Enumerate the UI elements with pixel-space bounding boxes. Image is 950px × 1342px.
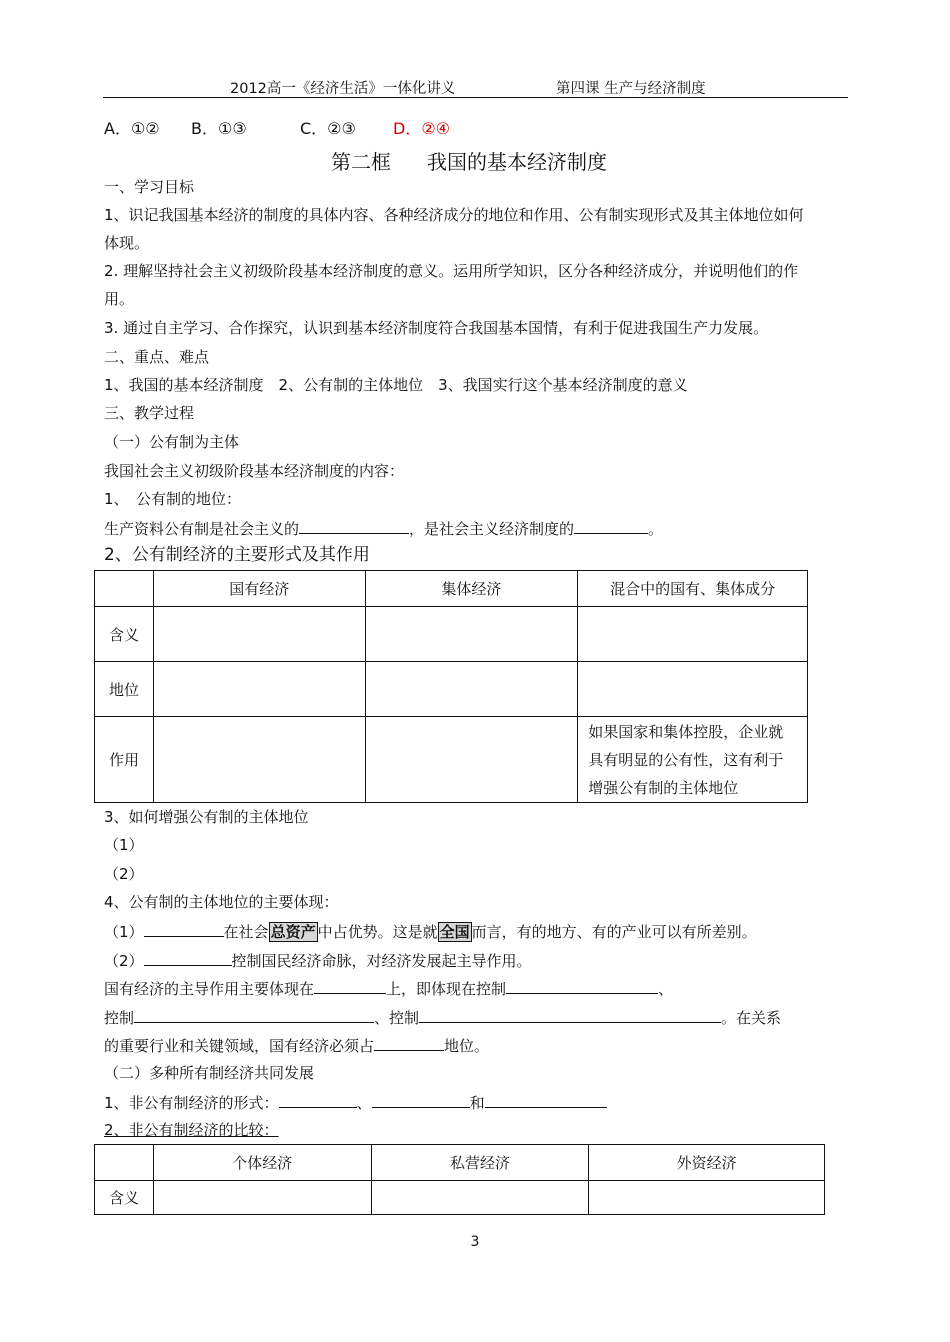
p4-item1-a: （1）	[104, 923, 144, 941]
blank-fill[interactable]	[144, 950, 232, 966]
table1-row-label: 含义	[95, 607, 154, 662]
blank-fill[interactable]	[144, 921, 224, 937]
lead2-b: 、控制	[374, 1009, 420, 1027]
lead-c: 、	[658, 980, 674, 998]
blank-fill[interactable]	[314, 978, 386, 994]
table1-row-label: 地位	[95, 662, 154, 717]
blank-fill[interactable]	[485, 1092, 607, 1108]
p4-item1-c: 中占优势。这是就	[317, 923, 438, 941]
lead-role-line2	[104, 1007, 781, 1028]
highlight-nationwide: 全国	[439, 923, 470, 941]
table1-corner	[95, 571, 154, 607]
blank-fill[interactable]	[574, 518, 648, 534]
blank-fill[interactable]	[506, 978, 658, 994]
goal-1-line1: 1、识记我国基本经济的制度的具体内容、各种经济成分的地位和作用、公有制实现形式及其主体地位如何	[104, 206, 804, 224]
mixed-role-line: 具有明显的公有性，这有利于	[588, 750, 784, 769]
p4-item1	[104, 921, 757, 942]
p1-text-b: ，是社会主义经济制度的	[409, 520, 575, 538]
table1-cell[interactable]	[153, 607, 365, 662]
mixed-role-line: 增强公有制的主体地位	[588, 778, 739, 797]
header-rule	[103, 97, 848, 98]
goal-1-line2: 体现。	[104, 234, 150, 252]
key-points-heading: 二、重点、难点	[104, 348, 210, 366]
header-right: 第四课 生产与经济制度	[556, 81, 706, 97]
lead-role-line3	[104, 1035, 489, 1056]
process-intro: 我国社会主义初级阶段基本经济制度的内容：	[104, 462, 405, 480]
p3-item1: （1）	[104, 836, 144, 854]
goal-2-line2: 用。	[104, 290, 135, 308]
lead3-b: 地位。	[444, 1037, 490, 1055]
table1-cell[interactable]	[365, 717, 578, 803]
np1-b: 、	[356, 1094, 372, 1112]
np1-a: 1、非公有制经济的形式：	[104, 1094, 279, 1112]
p2-title: 2、公有制经济的主要形式及其作用	[104, 545, 370, 565]
p1-title: 1、 公有制的地位：	[104, 490, 242, 508]
option-b: B．①③	[191, 119, 247, 138]
p1-text	[104, 518, 663, 539]
table2-row-label: 含义	[95, 1181, 154, 1215]
non-public-table	[94, 1144, 825, 1215]
table2-cell[interactable]	[371, 1181, 589, 1215]
option-c: C．②③	[300, 119, 356, 138]
table1-cell[interactable]	[365, 662, 578, 717]
p4-item2-b: 控制国民经济命脉，对经济发展起主导作用。	[231, 952, 532, 970]
blank-fill[interactable]	[299, 518, 409, 534]
p3-title: 3、如何增强公有制的主体地位	[104, 808, 309, 826]
lead-b: 上，即体现在控制	[386, 980, 507, 998]
p1-text-a: 生产资料公有制是社会主义的	[104, 520, 300, 538]
key-points-items: 1、我国的基本经济制度 2、公有制的主体地位 3、我国实行这个基本经济制度的意义	[104, 376, 688, 394]
table2-cell[interactable]	[153, 1181, 371, 1215]
table2-corner	[95, 1145, 154, 1181]
section-title-part1: 第二框	[331, 150, 391, 174]
p4-item2-a: （2）	[104, 952, 144, 970]
page-number: 3	[470, 1234, 480, 1250]
option-a: A．①②	[104, 119, 160, 138]
blank-fill[interactable]	[374, 1035, 444, 1051]
goals-heading: 一、学习目标	[104, 178, 195, 196]
table1-cell[interactable]	[153, 662, 365, 717]
table1-row-label: 作用	[95, 717, 154, 803]
np1-c: 和	[469, 1094, 485, 1112]
blank-fill[interactable]	[134, 1007, 374, 1023]
table1-mixed-role-cell	[578, 717, 808, 803]
lead-a: 国有经济的主导作用主要体现在	[104, 980, 315, 998]
lead2-c: 。在关系	[721, 1009, 782, 1027]
table1-header: 国有经济	[153, 571, 365, 607]
table1-cell[interactable]	[578, 607, 808, 662]
p4-item2	[104, 950, 532, 971]
p1-text-c: 。	[648, 520, 664, 538]
non-public-compare-title: 2、非公有制经济的比较：	[104, 1121, 279, 1139]
section-title-part2: 我国的基本经济制度	[427, 150, 607, 174]
table1-cell[interactable]	[153, 717, 365, 803]
table1-header: 集体经济	[365, 571, 578, 607]
goal-3: 3. 通过自主学习、合作探究，认识到基本经济制度符合我国基本国情，有利于促进我国生产力发展。	[104, 319, 769, 337]
table2-header: 外资经济	[589, 1145, 825, 1181]
p4-item1-d: 而言，有的地方、有的产业可以有所差别。	[471, 923, 757, 941]
process-sub1: （一）公有制为主体	[104, 433, 240, 451]
p4-title: 4、公有制的主体地位的主要体现：	[104, 893, 339, 911]
process-sub2: （二）多种所有制经济共同发展	[104, 1064, 315, 1082]
goal-2-line1: 2. 理解坚持社会主义初级阶段基本经济制度的意义。运用所学知识，区分各种经济成分，并说明他们的作	[104, 262, 799, 280]
mixed-role-line: 如果国家和集体控股，企业就	[588, 722, 784, 741]
lead2-a: 控制	[104, 1009, 135, 1027]
answer-options	[104, 119, 451, 139]
blank-fill[interactable]	[419, 1007, 721, 1023]
lead-role-line1	[104, 978, 673, 999]
highlight-total-assets: 总资产	[270, 923, 316, 941]
table2-header: 个体经济	[153, 1145, 371, 1181]
p4-item1-b: 在社会	[223, 923, 269, 941]
blank-fill[interactable]	[372, 1092, 470, 1108]
non-public-forms	[104, 1092, 607, 1113]
header-left: 2012高一《经济生活》一体化讲义	[230, 81, 456, 97]
table1-header: 混合中的国有、集体成分	[578, 571, 808, 607]
table2-cell[interactable]	[589, 1181, 825, 1215]
p3-item2: （2）	[104, 865, 144, 883]
table1-cell[interactable]	[365, 607, 578, 662]
table2-header: 私营经济	[371, 1145, 589, 1181]
lead3-a: 的重要行业和关键领域，国有经济必须占	[104, 1037, 375, 1055]
table1-cell[interactable]	[578, 662, 808, 717]
process-heading: 三、教学过程	[104, 404, 195, 422]
option-d: D．②④	[393, 119, 451, 138]
public-ownership-table	[94, 570, 808, 803]
blank-fill[interactable]	[279, 1092, 357, 1108]
